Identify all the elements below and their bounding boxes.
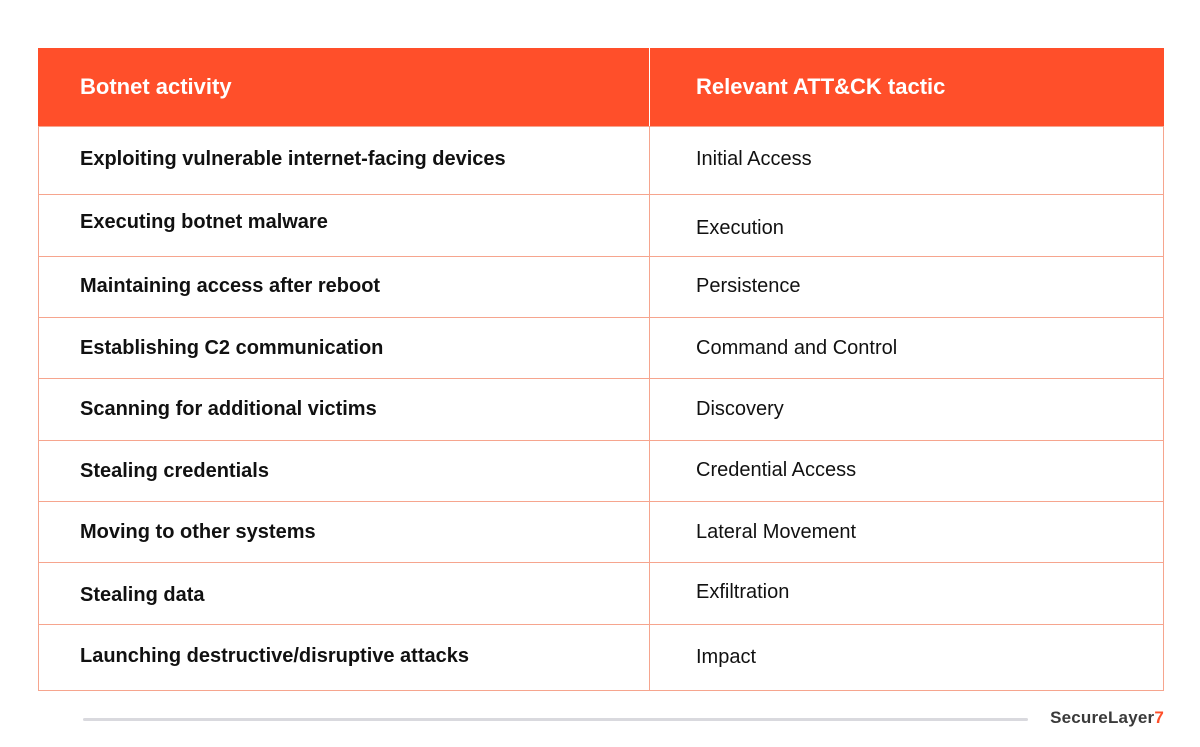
tactics-table bbox=[38, 48, 1164, 691]
tactic-cell: Impact bbox=[696, 646, 757, 668]
activity-cell: Executing botnet malware bbox=[39, 195, 650, 256]
header-attack-tactic: Relevant ATT&CK tactic bbox=[696, 74, 946, 99]
table-row bbox=[39, 194, 1163, 256]
footer-divider bbox=[83, 718, 1028, 721]
activity-cell: Scanning for additional victims bbox=[39, 379, 650, 440]
table-row bbox=[39, 624, 1163, 690]
table-row bbox=[39, 126, 1163, 194]
header-botnet-activity: Botnet activity bbox=[38, 48, 650, 126]
brand-logo bbox=[1050, 708, 1164, 728]
table-row bbox=[39, 378, 1163, 440]
activity-cell: Establishing C2 communication bbox=[39, 318, 650, 378]
activity-cell: Exploiting vulnerable internet-facing devices bbox=[39, 127, 650, 194]
activity-cell: Launching destructive/disruptive attacks bbox=[39, 625, 650, 690]
brand-name: SecureLayer bbox=[1050, 708, 1155, 727]
tactic-cell: Initial Access bbox=[696, 147, 812, 170]
table-header bbox=[38, 48, 1164, 126]
table-row bbox=[39, 317, 1163, 378]
tactic-cell: Lateral Movement bbox=[696, 520, 857, 543]
table-row bbox=[39, 440, 1163, 501]
table-row bbox=[39, 501, 1163, 562]
activity-cell: Moving to other systems bbox=[39, 502, 650, 562]
tactic-cell: Execution bbox=[696, 217, 784, 239]
tactic-cell: Credential Access bbox=[696, 458, 857, 481]
activity-cell: Maintaining access after reboot bbox=[39, 257, 650, 317]
activity-cell: Stealing credentials bbox=[39, 441, 650, 501]
tactic-cell: Command and Control bbox=[696, 336, 898, 359]
tactic-cell: Exfiltration bbox=[696, 580, 790, 603]
tactic-cell: Discovery bbox=[696, 398, 784, 420]
table-row bbox=[39, 562, 1163, 624]
table-row bbox=[39, 256, 1163, 317]
activity-cell: Stealing data bbox=[39, 563, 650, 624]
tactic-cell: Persistence bbox=[696, 274, 801, 297]
brand-accent: 7 bbox=[1154, 708, 1164, 727]
